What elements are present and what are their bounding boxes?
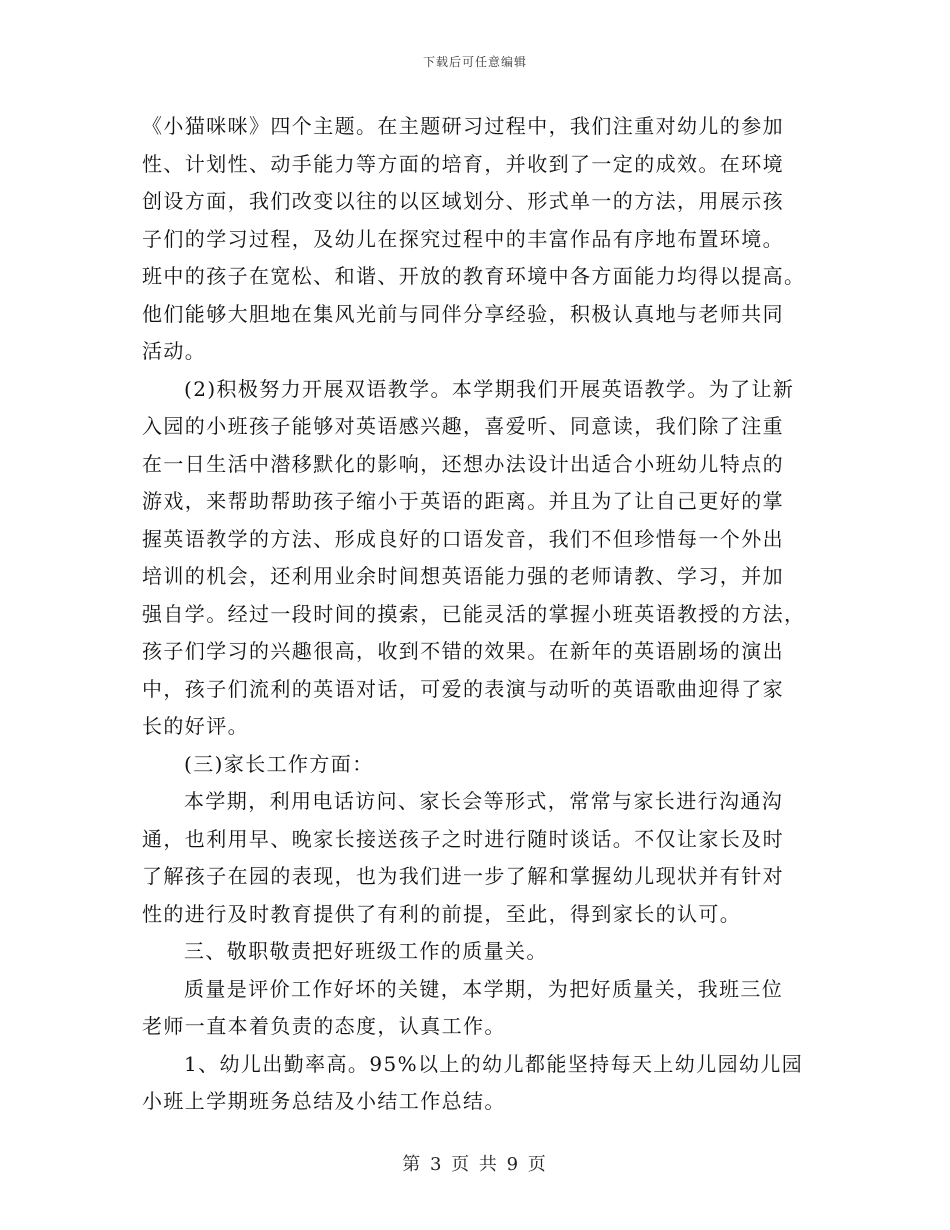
- page-number-footer: 第 3 页 共 9 页: [402, 1154, 548, 1175]
- text-line: 强自学。经过一段时间的摸索，已能灵活的掌握小班英语教授的方法，: [142, 601, 806, 626]
- text-line: 中，孩子们流利的英语对话，可爱的表演与动听的英语歌曲迎得了家: [142, 676, 784, 701]
- text-line: 活动。: [142, 339, 207, 363]
- paragraph-start-line: (2)积极努力开展双语教学。本学期我们开展英语教学。为了让新: [184, 376, 795, 401]
- text-line: 子们的学习过程，及幼儿在探究过程中的丰富作品有序地布置环境。: [142, 226, 784, 251]
- text-line: 通，也利用早、晚家长接送孩子之时进行随时谈话。不仅让家长及时: [142, 826, 784, 851]
- text-line: 性、计划性、动手能力等方面的培育，并收到了一定的成效。在环境: [142, 151, 784, 176]
- paragraph-start-line: 1、幼儿出勤率高。95%以上的幼儿都能坚持每天上幼儿园幼儿园: [184, 1051, 804, 1076]
- text-line: 老师一直本着负责的态度，认真工作。: [142, 1014, 506, 1038]
- text-line: 培训的机会，还利用业余时间想英语能力强的老师请教、学习，并加: [142, 564, 784, 588]
- text-line: 创设方面，我们改变以往的以区域划分、形式单一的方法，用展示孩: [142, 189, 784, 213]
- text-line: 游戏，来帮助帮助孩子缩小于英语的距离。并且为了让自己更好的掌: [142, 489, 784, 513]
- text-line: 小班上学期班务总结及小结工作总结。: [142, 1089, 506, 1113]
- text-line: 长的好评。: [142, 714, 249, 738]
- text-line: 入园的小班孩子能够对英语感兴趣，喜爱听、同意读，我们除了注重: [142, 414, 784, 438]
- text-line: 班中的孩子在宽松、和谐、开放的教育环境中各方面能力均得以提高。: [142, 264, 806, 288]
- section-heading-quality: 三、敬职敬责把好班级工作的质量关。: [184, 939, 548, 963]
- text-line: 孩子们学习的兴趣很高，收到不错的效果。在新年的英语剧场的演出: [142, 639, 784, 663]
- paragraph-start-line: 质量是评价工作好坏的关键，本学期，为把好质量关，我班三位: [184, 976, 784, 1001]
- text-line: 他们能够大胆地在集风光前与同伴分享经验，积极认真地与老师共同: [142, 301, 784, 326]
- text-line: 性的进行及时教育提供了有利的前提，至此，得到家长的认可。: [142, 901, 742, 926]
- paragraph-start-line: 本学期，利用电话访问、家长会等形式，常常与家长进行沟通沟: [184, 789, 784, 813]
- header-note: 下载后可任意编辑: [422, 55, 527, 69]
- section-heading-parent-work: (三)家长工作方面：: [184, 751, 374, 776]
- text-line: 握英语教学的方法、形成良好的口语发音，我们不但珍惜每一个外出: [142, 526, 784, 551]
- text-line: 在一日生活中潜移默化的影响，还想办法设计出适合小班幼儿特点的: [142, 451, 784, 476]
- text-line: 了解孩子在园的表现，也为我们进一步了解和掌握幼儿现状并有针对: [142, 864, 784, 888]
- body-text: [142, 108, 808, 1121]
- text-line: 《小猫咪咪》四个主题。在主题研习过程中，我们注重对幼儿的参加: [142, 114, 784, 138]
